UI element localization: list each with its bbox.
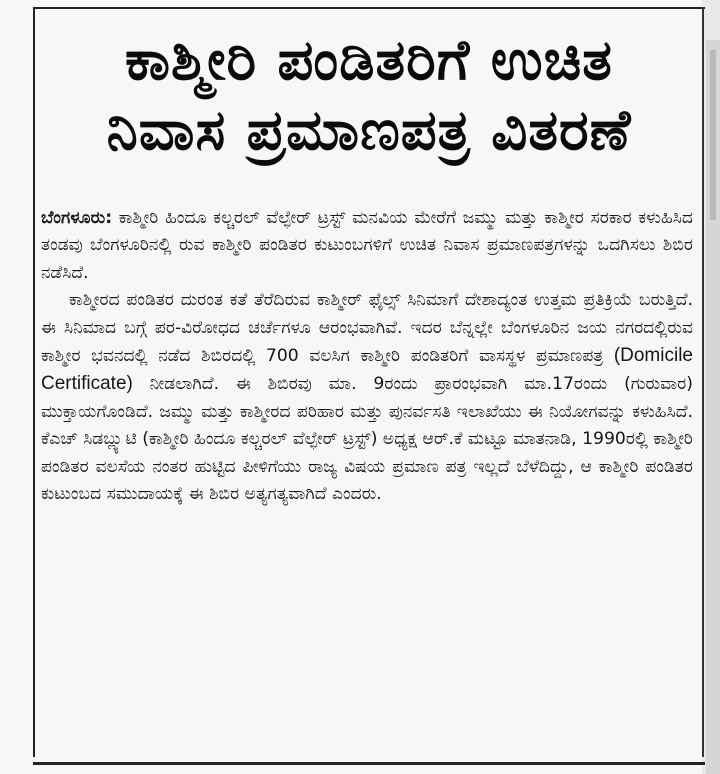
top-border-rule (33, 7, 705, 9)
dateline: ಬೆಂಗಳೂರು: (41, 208, 113, 228)
headline-line-1: ಕಾಶ್ಮೀರಿ ಪಂಡಿತರಿಗೆ ಉಚಿತ (125, 28, 613, 93)
article-headline (40, 26, 698, 166)
bottom-border-rule (33, 762, 705, 765)
right-border-rule (702, 7, 704, 757)
paragraph-1-text: ಕಾಶ್ಮೀರಿ ಹಿಂದೂ ಕಲ್ಚರಲ್ ವೆಲ್ಫೇರ್ ಟ್ರಸ್ಟ್ ಮನವಿಯ ಮೇರೆಗೆ ಜಮ್ಮು ಮತ್ತು ಕಾಶ್ಮೀರ ಸರಕಾರ ಕಳುಹಿಸಿದ ತಂಡವು ಬೆಂಗಳೂರಿನಲ್ಲಿ ರುವ ಕಾಶ್ಮೀರಿ ಪಂಡಿತರ ಕುಟುಂಬಗಳಿಗೆ ಉಚಿತ ನಿವಾಸ ಪ್ರಮಾಣಪತ್ರಗಳನ್ನು ಒದಗಿಸಲು ಶಿಬಿರ ನಡೆಸಿದೆ. (41, 208, 693, 283)
headline-line-2: ನಿವಾಸ ಪ್ರಮಾಣಪತ್ರ ವಿತರಣೆ (106, 98, 632, 163)
domicile-certificate-term: (Domicile Certificate) (41, 345, 693, 395)
paragraph-2-text-b: ನೀಡಲಾಗಿದೆ. ಈ ಶಿಬಿರವು ಮಾ. 9ರಂದು ಪ್ರಾರಂಭವಾಗಿ ಮಾ.17ರಂದು (ಗುರುವಾರ) ಮುಕ್ತಾಯಗೊಂಡಿದೆ. ಜಮ್ಮು ಮತ್ತು ಕಾಶ್ಮೀರದ ಪರಿಹಾರ ಮತ್ತು ಪುನರ್ವಸತಿ ಇಲಾಖೆಯು ಈ ನಿಯೋಗವನ್ನು ಕಳುಹಿಸಿದೆ. ಕೆಎಚ್ ಸಿಡಬ್ಲ್ಯುಟಿ (ಕಾಶ್ಮೀರಿ ಹಿಂದೂ ಕಲ್ಚರಲ್ ವೆಲ್ಫೇರ್ ಟ್ರಸ್ಟ್) ಅಧ್ಯಕ್ಷ ಆರ್.ಕೆ ಮಟ್ಟೂ ಮಾತನಾಡಿ, 1990ರಲ್ಲಿ ಕಾಶ್ಮೀರಿ ಪಂಡಿತರ ವಲಸೆಯ ನಂತರ ಹುಟ್ಟಿದ ಪೀಳಿಗೆಯು ರಾಜ್ಯ ವಿಷಯ ಪ್ರಮಾಣ ಪತ್ರ ಇಲ್ಲದೆ ಬೆಳೆದಿದ್ದು, ಆ ಕಾಶ್ಮೀರಿ ಪಂಡಿತರ ಕುಟುಂಬದ ಸಮುದಾಯಕ್ಕೆ ಈ ಶಿಬಿರ ಅತ್ಯಗತ್ಯವಾಗಿದೆ ಎಂದರು. (41, 374, 693, 505)
page-edge-strip (706, 40, 720, 774)
paragraph-1 (41, 205, 693, 287)
left-border-rule (33, 7, 35, 757)
paragraph-2 (41, 287, 693, 508)
page-edge-shadow (710, 50, 716, 220)
paragraph-2-text-a: ಕಾಶ್ಮೀರದ ಪಂಡಿತರ ದುರಂತ ಕತೆ ತೆರೆದಿರುವ ಕಾಶ್ಮೀರ್ ಫೈಲ್ಸ್ ಸಿನಿಮಾಗೆ ದೇಶಾದ್ಯಂತ ಉತ್ತಮ ಪ್ರತಿಕ್ರಿಯೆ ಬರುತ್ತಿದೆ. ಈ ಸಿನಿಮಾದ ಬಗ್ಗೆ ಪರ-ವಿರೋಧದ ಚರ್ಚೆಗಳೂ ಆರಂಭವಾಗಿವೆ. ಇದರ ಬೆನ್ನಲ್ಲೇ ಬೆಂಗಳೂರಿನ ಜಯ ನಗರದಲ್ಲಿರುವ ಕಾಶ್ಮೀರ ಭವನದಲ್ಲಿ ನಡೆದ ಶಿಬಿರದಲ್ಲಿ 700 ವಲಸಿಗ ಕಾಶ್ಮೀರಿ ಪಂಡಿತರಿಗೆ ವಾಸಸ್ಥಳ ಪ್ರಮಾಣಪತ್ರ (41, 290, 693, 367)
article-body (41, 205, 693, 508)
